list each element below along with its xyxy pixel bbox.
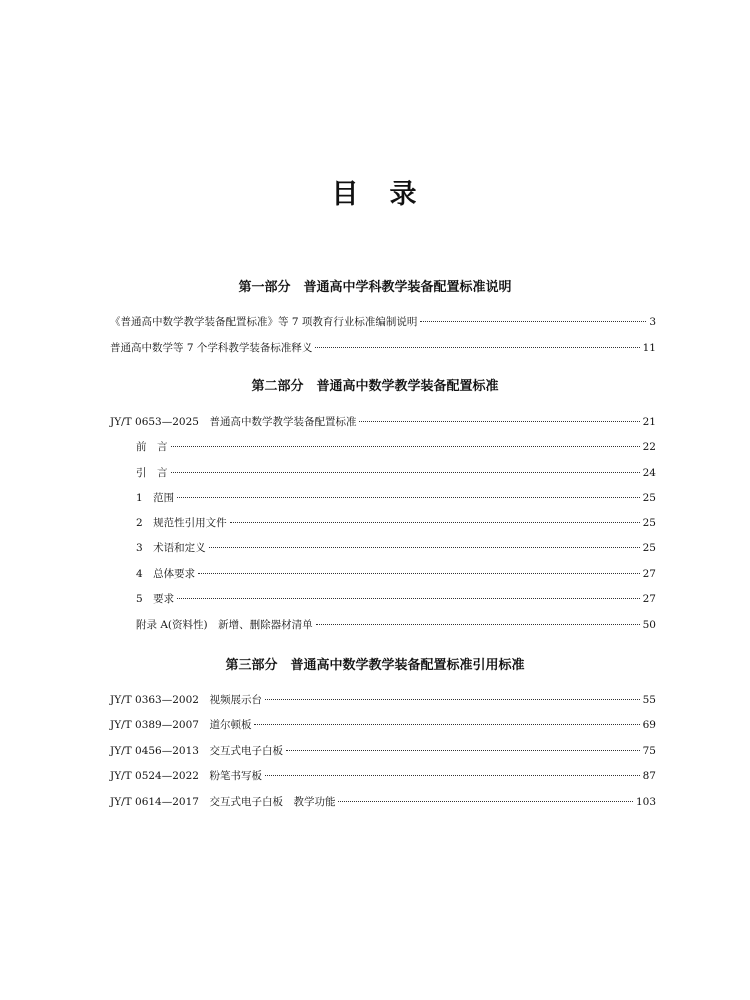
toc-entry-label: JY/T 0653—2025 普通高中数学教学装备配置标准 xyxy=(110,416,357,428)
toc-entry-label: 4 总体要求 xyxy=(136,568,196,580)
leader-dots xyxy=(265,698,640,700)
leader-dots xyxy=(420,320,646,322)
toc-entry-page: 87 xyxy=(642,770,656,782)
toc-entry-page: 27 xyxy=(642,568,656,580)
toc-entry[interactable] xyxy=(110,744,656,758)
toc-entry[interactable] xyxy=(110,795,656,809)
toc-entry[interactable] xyxy=(136,592,656,606)
toc-entry[interactable] xyxy=(110,341,656,355)
toc-entry-label: JY/T 0456—2013 交互式电子白板 xyxy=(110,745,283,757)
page-title: 目 录 xyxy=(331,179,419,210)
leader-dots xyxy=(286,749,640,751)
leader-dots xyxy=(177,597,639,599)
toc-entry[interactable] xyxy=(110,415,656,429)
leader-dots xyxy=(177,496,639,498)
toc-entry-page: 3 xyxy=(649,316,656,328)
toc-entry-page: 25 xyxy=(642,542,656,554)
leader-dots xyxy=(171,471,640,473)
toc-entry[interactable] xyxy=(136,466,656,480)
toc-entry-page: 69 xyxy=(642,719,656,731)
toc-entry-page: 22 xyxy=(642,441,656,453)
toc-entry[interactable] xyxy=(136,440,656,454)
toc-entry-page: 21 xyxy=(642,416,656,428)
toc-entry-label: 2 规范性引用文件 xyxy=(136,517,227,529)
toc-entry-label: 5 要求 xyxy=(136,593,175,605)
toc-entry-label: 普通高中数学等 7 个学科教学装备标准释义 xyxy=(110,342,313,354)
toc-entry-page: 25 xyxy=(642,517,656,529)
toc-entry-label: 1 范围 xyxy=(136,492,175,504)
toc-entry-page: 50 xyxy=(642,619,656,631)
toc-entry-label: JY/T 0614—2017 交互式电子白板 教学功能 xyxy=(110,796,336,808)
leader-dots xyxy=(338,800,632,802)
leader-dots xyxy=(198,572,639,574)
toc-entry-label: 引 言 xyxy=(136,467,168,479)
toc-entry-page: 103 xyxy=(635,796,656,808)
toc-entry-label: 3 术语和定义 xyxy=(136,542,206,554)
toc-entry[interactable] xyxy=(110,693,656,707)
section-heading-part-2: 第二部分 普通高中数学教学装备配置标准 xyxy=(251,379,499,394)
leader-dots xyxy=(265,774,640,776)
section-heading-part-3: 第三部分 普通高中数学教学装备配置标准引用标准 xyxy=(225,658,525,673)
toc-entry[interactable] xyxy=(110,769,656,783)
toc-entry[interactable] xyxy=(136,491,656,505)
toc-entry-label: JY/T 0524—2022 粉笔书写板 xyxy=(110,770,262,782)
toc-entry-label: 《普通高中数学教学装备配置标准》等 7 项教育行业标准编制说明 xyxy=(110,316,418,328)
leader-dots xyxy=(316,623,640,625)
toc-entry[interactable] xyxy=(136,567,656,581)
leader-dots xyxy=(254,723,639,725)
toc-entry-page: 24 xyxy=(642,467,656,479)
toc-entry-page: 27 xyxy=(642,593,656,605)
leader-dots xyxy=(171,445,640,447)
toc-entry[interactable] xyxy=(136,618,656,632)
toc-entry-page: 25 xyxy=(642,492,656,504)
toc-entry-label: 附录 A(资料性) 新增、删除器材清单 xyxy=(136,619,313,631)
toc-entry-label: 前 言 xyxy=(136,441,168,453)
toc-entry[interactable] xyxy=(136,516,656,530)
leader-dots xyxy=(209,546,640,548)
leader-dots xyxy=(230,521,640,523)
toc-entry[interactable] xyxy=(110,315,656,329)
toc-entry[interactable] xyxy=(110,718,656,732)
leader-dots xyxy=(359,420,639,422)
toc-entry[interactable] xyxy=(136,541,656,555)
section-heading-part-1: 第一部分 普通高中学科教学装备配置标准说明 xyxy=(238,280,512,295)
leader-dots xyxy=(315,346,639,348)
toc-entry-page: 11 xyxy=(642,342,656,354)
toc-entry-label: JY/T 0389—2007 道尔顿板 xyxy=(110,719,252,731)
toc-entry-label: JY/T 0363—2002 视频展示台 xyxy=(110,694,262,706)
toc-entry-page: 55 xyxy=(642,694,656,706)
toc-entry-page: 75 xyxy=(642,745,656,757)
